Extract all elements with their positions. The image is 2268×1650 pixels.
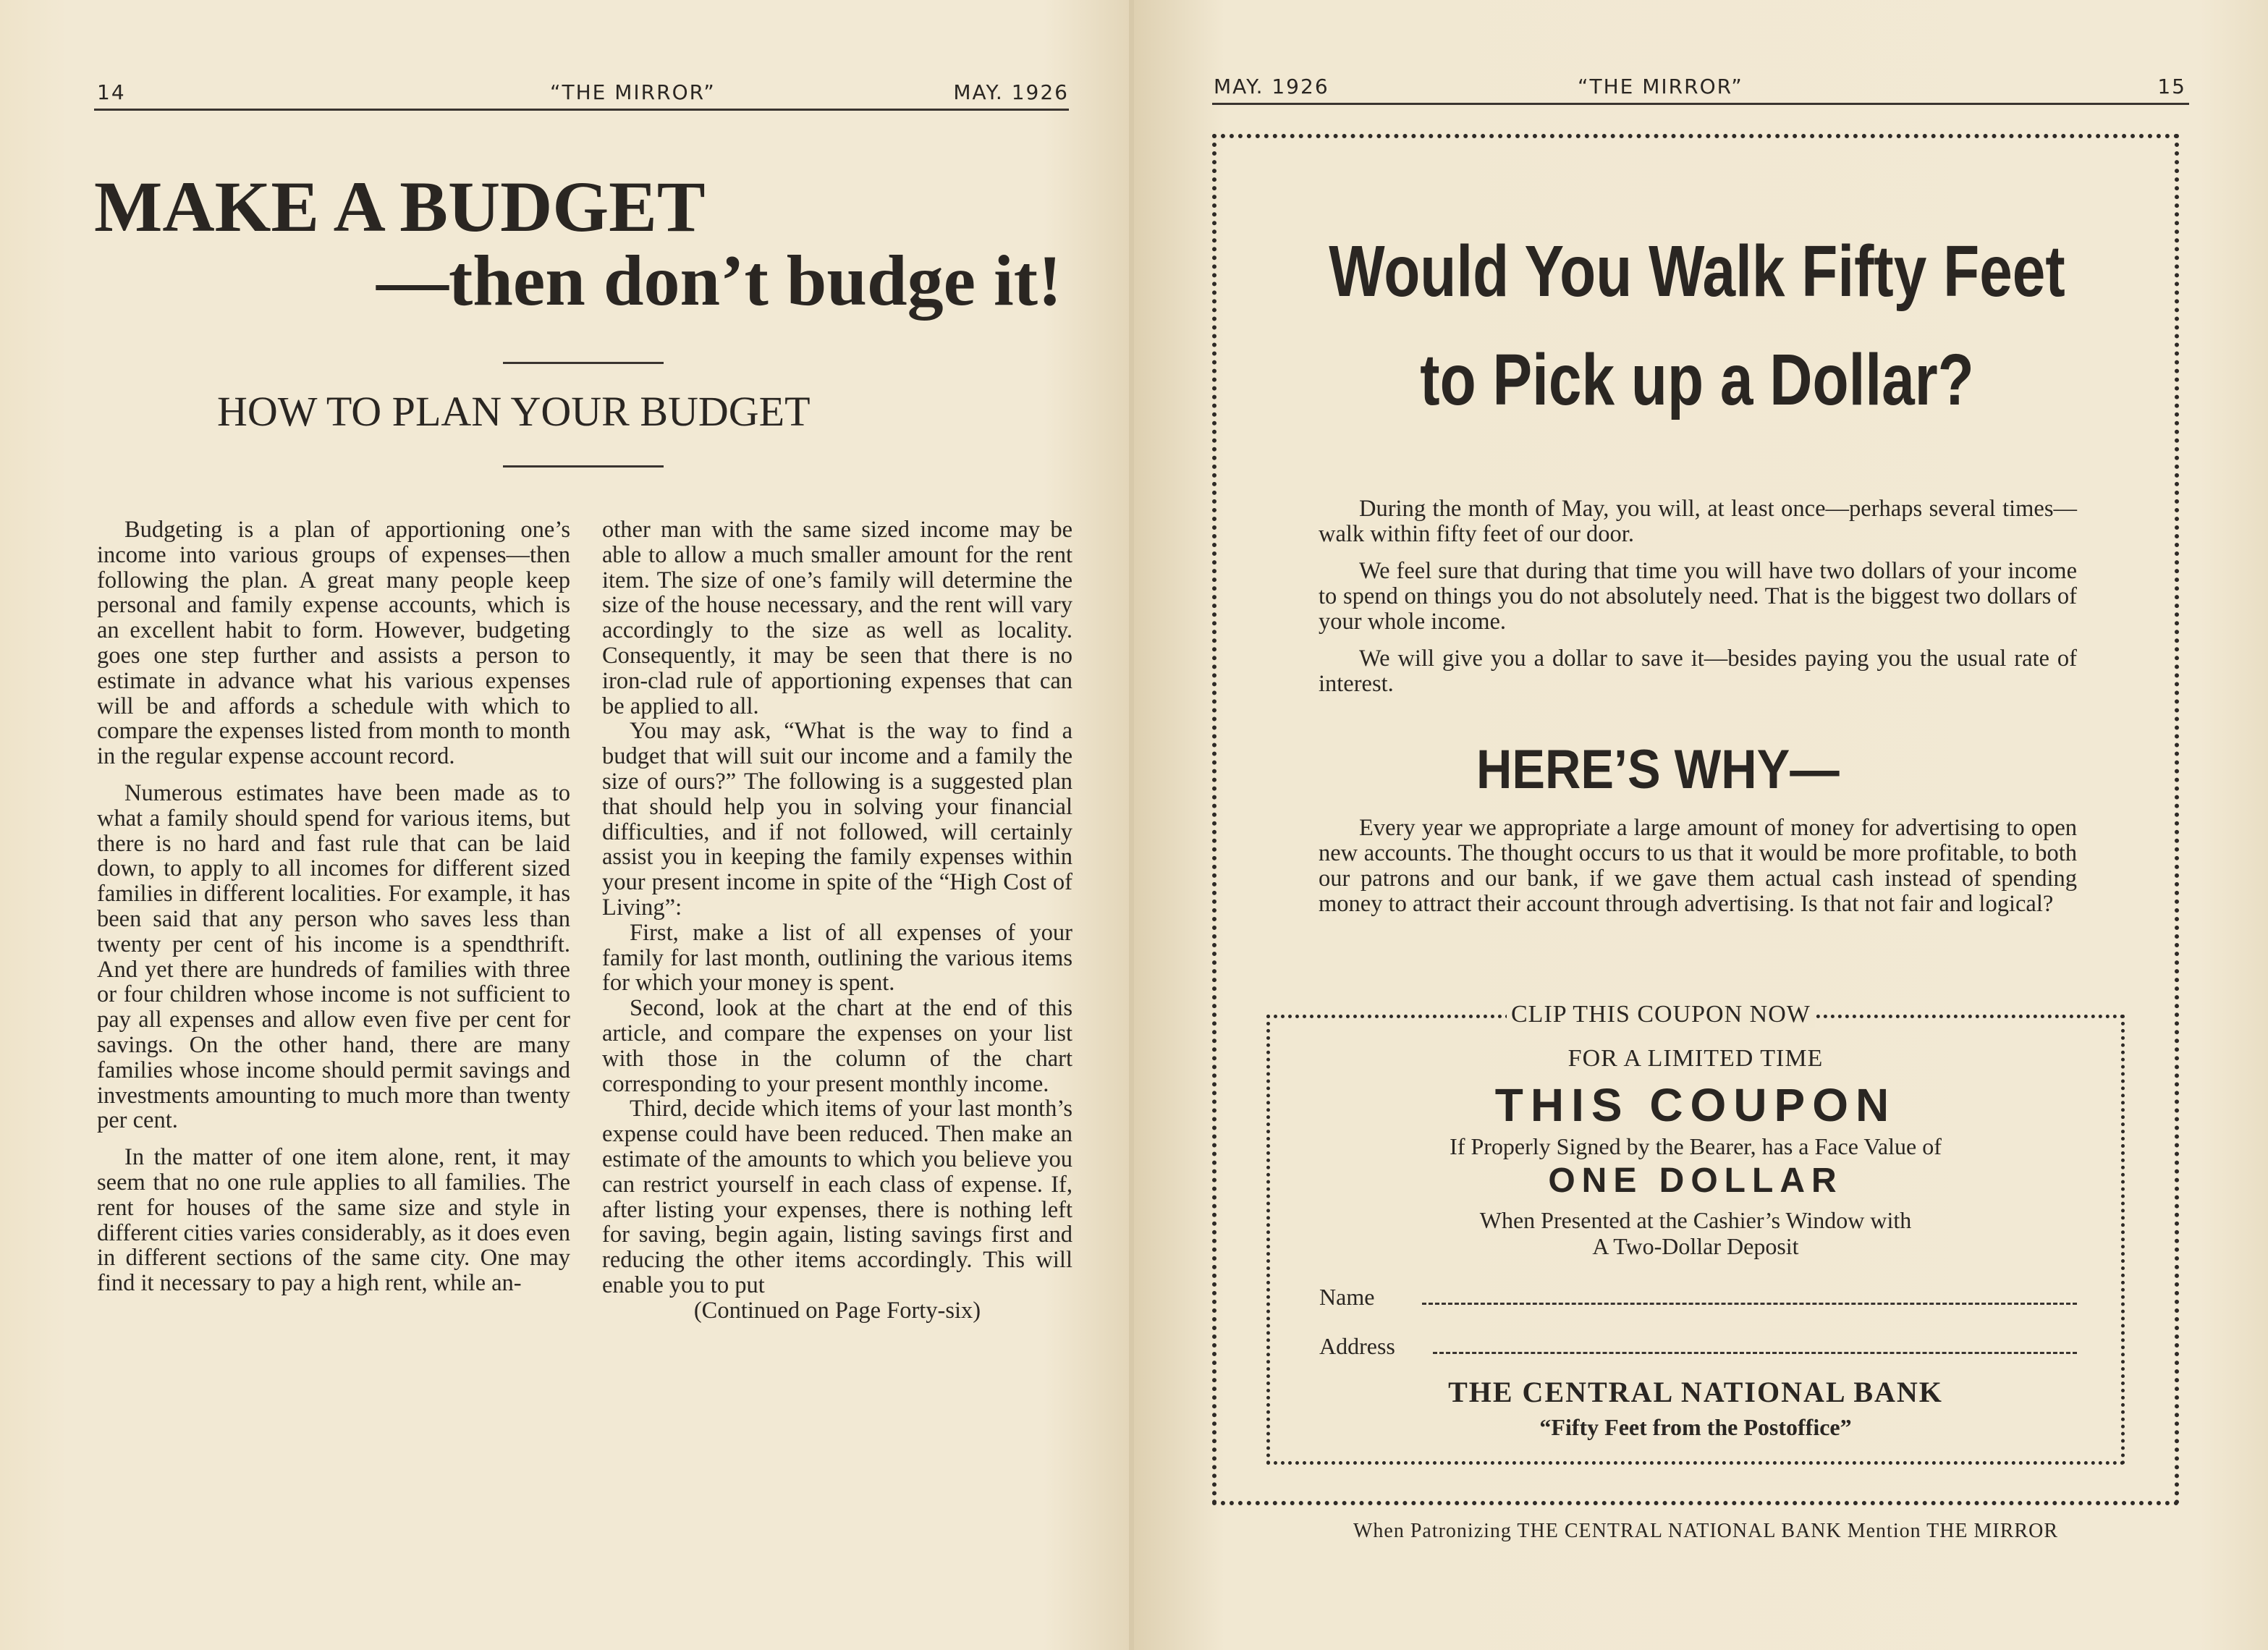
- coupon-name-field[interactable]: [1422, 1303, 2077, 1305]
- coupon-window-line: When Presented at the Cashier’s Window with: [1479, 1207, 1912, 1233]
- col2-paragraph-2: You may ask, “What is the way to find a budget that will suit our income and a family the size of ours?” The following is a suggested plan that should help you in solving your financial difficulties, and if not followed, will certainly assist you in keeping the family expenses within your present income in spite of the “High Cost of Living”:: [602, 718, 1072, 921]
- coupon-face-value-line: If Properly Signed by the Bearer, has a Face Value of: [1450, 1133, 1942, 1159]
- right-magazine-name: “THE MIRROR”: [1578, 75, 1743, 98]
- right-issue-date: MAY. 1926: [1214, 75, 1329, 98]
- coupon-deposit-line: A Two-Dollar Deposit: [1592, 1233, 1799, 1259]
- coupon-name-label: Name: [1319, 1284, 1375, 1310]
- left-issue-date: MAY. 1926: [953, 80, 1069, 104]
- article-column-2: [602, 517, 1072, 1324]
- why-section: [1319, 816, 2077, 928]
- coupon-address-label: Address: [1319, 1333, 1395, 1359]
- ad-paragraph-1: During the month of May, you will, at least once—perhaps several times—walk within fifty feet of our door.: [1319, 496, 2077, 547]
- page-footer: When Patronizing THE CENTRAL NATIONAL BANK Mention THE MIRROR: [1353, 1520, 2059, 1542]
- ad-headline-line2: to Pick up a Dollar?: [1420, 339, 1974, 420]
- coupon-slogan: “Fifty Feet from the Postoffice”: [1539, 1414, 1852, 1440]
- col1-paragraph-3: In the matter of one item alone, rent, it may seem that no one rule applies to all families. The rent for houses of the same size and style in different cities varies considerably, as it does even in different sections of the same city. One may find it necessary to pay a high rent, while an-: [97, 1144, 570, 1297]
- article-title-line1: MAKE A BUDGET: [94, 166, 706, 247]
- ad-intro: [1319, 496, 2077, 708]
- col2-paragraph-3: First, make a list of all expenses of your family for last month, outlining the various items for which your money is spent.: [602, 919, 1072, 997]
- ad-paragraph-3: We will give you a dollar to save it—besides paying you the usual rate of interest.: [1319, 646, 2077, 697]
- col2-paragraph-1: other man with the same sized income may be able to allow a much smaller amount for the rent item. The size of one’s family will determine the size of the house necessary, and the rent will vary accordingly to the size as well as locality. Consequently, it may be seen that there is no iron-clad rule of apportioning expenses that can be applied to all.: [602, 517, 1072, 719]
- why-paragraph: Every year we appropriate a large amount of money for advertising to open new accounts. The thought occurs to us that it would be more profitable, to both our patrons and our bank, if we gave them actual cash instead of spending money to attract their account through advertising. Is that not fair and logical?: [1319, 815, 2077, 917]
- col2-paragraph-4: Second, look at the chart at the end of this article, and compare the expenses on your list with those in the column of the chart corresponding to your present monthly income.: [602, 995, 1072, 1097]
- ad-headline-line1: Would You Walk Fifty Feet: [1329, 231, 2065, 312]
- article-title-line2: —then don’t budge it!: [376, 240, 1062, 321]
- clip-coupon-label: CLIP THIS COUPON NOW: [1507, 1001, 1815, 1028]
- ad-paragraph-2: We feel sure that during that time you will have two dollars of your income to spend on things you do not absolutely need. That is the biggest two dollars of your whole income.: [1319, 558, 2077, 635]
- title-divider-bottom: [503, 465, 664, 468]
- coupon-limited-time: FOR A LIMITED TIME: [1567, 1045, 1824, 1072]
- article-subtitle: HOW TO PLAN YOUR BUDGET: [217, 388, 811, 435]
- left-page-number: 14: [97, 80, 126, 104]
- continued-notice: (Continued on Page Forty-six): [693, 1297, 981, 1324]
- ad-headline: [1314, 217, 2080, 434]
- left-running-head: [94, 78, 1069, 111]
- coupon-address-field[interactable]: [1433, 1352, 2077, 1354]
- col2-paragraph-5: Third, decide which items of your last month’s expense could have been reduced. Then make an estimate of the amounts to which you believe you can restrict yourself in each class of expense. If, after listing your expenses, there is nothing left for saving, begin again, listing savings first and reducing the other items accordingly. This will enable you to put: [602, 1096, 1072, 1298]
- col1-paragraph-2: Numerous estimates have been made as to what a family should spend for various items, but there is no hard and fast rule that can be laid down, to apply to all incomes for different sized families in different localities. For example, it has been said that any person who saves less than twenty per cent of his income is a spendthrift. And yet there are hundreds of families with three or four children whose income is not sufficient to pay all expenses and allow even five per cent for savings. On the other hand, there are many families whose income should permit savings and investments amounting to much more than twenty per cent.: [97, 779, 570, 1134]
- why-heading: HERE’S WHY—: [1476, 739, 1840, 800]
- coupon-bank-name: THE CENTRAL NATIONAL BANK: [1448, 1376, 1943, 1408]
- title-divider-top: [503, 362, 664, 364]
- coupon-title: THIS COUPON: [1494, 1079, 1897, 1131]
- left-magazine-name: “THE MIRROR”: [550, 80, 716, 104]
- right-page-number: 15: [2157, 75, 2186, 98]
- col1-paragraph-1: Budgeting is a plan of apportioning one’s income into various groups of expenses—then following the plan. A great many people keep personal and family expense accounts, which is an excellent habit to form. However, budgeting goes one step further and assists a person to estimate in advance what his various expenses will be and affords a schedule with which to compare the expenses listed from month to month in the regular expense account record.: [97, 517, 570, 770]
- coupon-value: ONE DOLLAR: [1548, 1162, 1843, 1200]
- article-column-1: [97, 517, 570, 1308]
- right-running-head: [1212, 72, 2189, 105]
